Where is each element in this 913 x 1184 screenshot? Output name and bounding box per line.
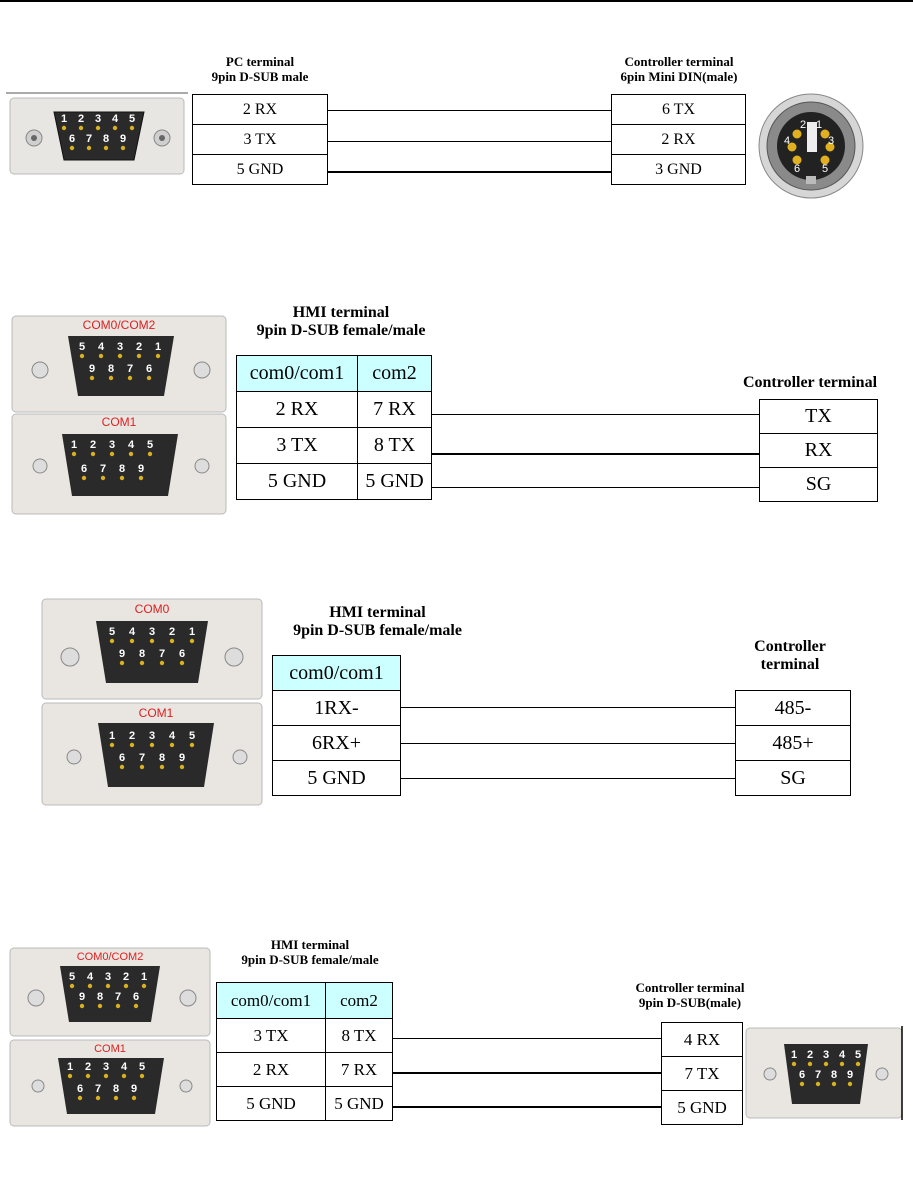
din-pin-label: 2 (800, 119, 807, 131)
pin-contact (147, 376, 151, 380)
d3-hmi-port-stack (42, 599, 262, 805)
pin-number: 8 (138, 648, 146, 660)
pin-number: 9 (78, 991, 86, 1003)
pin-number: 3 (148, 626, 156, 638)
d3-hmi-pin: 6RX+ (273, 726, 401, 761)
d4-hmi-pin: 2 RX (217, 1053, 326, 1087)
pin-contact (101, 476, 105, 480)
d2-controller-pin: RX (760, 434, 878, 468)
pin-number: 5 (128, 113, 136, 125)
pin-contact (91, 452, 95, 456)
pin-contact (137, 354, 141, 358)
pin-number: 6 (798, 1069, 806, 1081)
d1-pc-title-line1: PC terminal (225, 54, 295, 69)
d1-controller-title-line1: Controller terminal (624, 54, 734, 69)
d2-hmi-pin: 2 RX (237, 392, 358, 428)
d4-controller-pin: 5 GND (662, 1091, 743, 1125)
d3-hmi-title-line1: HMI terminal (329, 604, 426, 621)
pin-contact (160, 765, 164, 769)
pin-number: 7 (138, 752, 146, 764)
d2-hmi-title-line1: HMI terminal (292, 304, 390, 321)
d4-controller-pin: 4 RX (662, 1023, 743, 1057)
d4-hmi-pin: 7 RX (326, 1053, 393, 1087)
pin-contact (72, 452, 76, 456)
d4-controller-title-line2: 9pin D-SUB(male) (638, 995, 742, 1010)
pin-number: 4 (128, 626, 136, 638)
pin-contact (190, 639, 194, 643)
d3-controller-pin: 485- (736, 691, 851, 726)
d1-wire-rx (328, 110, 611, 111)
pin-contact (99, 354, 103, 358)
pin-number: 3 (148, 730, 156, 742)
d2-hmi-pin: 5 GND (237, 464, 358, 500)
pin-number: 5 (68, 971, 76, 983)
d4-hmi-title-line2: 9pin D-SUB female/male (241, 952, 379, 967)
d2-hmi-title-line2: 9pin D-SUB female/male (256, 322, 426, 339)
d3-hmi-pin-table (272, 655, 401, 796)
d1-pc-pin-table (192, 94, 328, 185)
pin-contact (114, 1096, 118, 1100)
pin-number: 3 (822, 1049, 830, 1061)
d1-controller-pin: 6 TX (612, 95, 746, 125)
pin-number: 1 (154, 341, 162, 353)
pin-number: 5 (108, 626, 116, 638)
pin-number: 1 (60, 113, 68, 125)
pin-contact (139, 476, 143, 480)
pin-contact (124, 984, 128, 988)
d3-hmi-title-line2: 9pin D-SUB female/male (293, 622, 462, 639)
page-top-rule (0, 0, 913, 2)
pin-number: 2 (89, 439, 97, 451)
pin-number: 1 (66, 1061, 74, 1073)
pin-contact (150, 743, 154, 747)
pin-number: 4 (97, 341, 105, 353)
d1-wire-tx (328, 141, 611, 142)
d2-controller-pin-table (759, 399, 878, 502)
pin-contact (148, 452, 152, 456)
pin-contact (140, 661, 144, 665)
pin-number: 9 (137, 463, 145, 475)
pin-contact (160, 661, 164, 665)
pin-number: 3 (108, 439, 116, 451)
pin-number: 8 (118, 463, 126, 475)
pin-contact (87, 146, 91, 150)
pin-number: 2 (168, 626, 176, 638)
d1-pc-pin: 5 GND (193, 155, 328, 185)
pin-number: 9 (118, 648, 126, 660)
d3-wire-485-plus (401, 743, 735, 744)
pin-number: 5 (854, 1049, 862, 1061)
pin-contact (134, 1004, 138, 1008)
pin-number: 1 (140, 971, 148, 983)
din-pin-label: 3 (828, 135, 835, 147)
pin-contact (170, 639, 174, 643)
d3-controller-pin: SG (736, 761, 851, 796)
pin-number: 7 (94, 1083, 102, 1095)
pin-contact (130, 126, 134, 130)
pin-number: 4 (168, 730, 176, 742)
pin-contact (104, 1074, 108, 1078)
d4-wire-rx (393, 1072, 661, 1074)
pin-number: 6 (145, 363, 153, 375)
d2-header-com0-com1: com0/com1 (237, 356, 358, 392)
d2-header-com2: com2 (358, 356, 432, 392)
pin-number: 9 (178, 752, 186, 764)
d1-controller-title-line2: 6pin Mini DIN(male) (620, 69, 738, 84)
pin-contact (832, 1082, 836, 1086)
pin-contact (79, 126, 83, 130)
pin-contact (840, 1062, 844, 1066)
din-pin-label: 5 (822, 163, 829, 175)
d3-port-bottom-label: COM1 (138, 706, 174, 720)
pin-contact (140, 765, 144, 769)
pin-number: 8 (112, 1083, 120, 1095)
d4-hmi-pin-table (216, 982, 393, 1121)
pin-number: 2 (128, 730, 136, 742)
pin-number: 2 (84, 1061, 92, 1073)
pin-number: 2 (122, 971, 130, 983)
pin-contact (68, 1074, 72, 1078)
pin-contact (116, 1004, 120, 1008)
pin-contact (170, 743, 174, 747)
pin-number: 5 (138, 1061, 146, 1073)
d2-hmi-port-stack (12, 316, 226, 514)
pin-contact (120, 476, 124, 480)
pin-contact (130, 639, 134, 643)
pin-contact (110, 452, 114, 456)
d1-controller-pin: 2 RX (612, 125, 746, 155)
d4-controller-pin: 7 TX (662, 1057, 743, 1091)
pin-number: 8 (102, 133, 110, 145)
din-pin-label: 1 (816, 119, 823, 131)
pin-contact (90, 376, 94, 380)
d4-hmi-title-line1: HMI terminal (270, 937, 350, 952)
pin-number: 6 (76, 1083, 84, 1095)
pin-number: 4 (86, 971, 94, 983)
pin-number: 4 (120, 1061, 128, 1073)
d4-header-com2: com2 (326, 983, 393, 1019)
d3-port-top-label: COM0 (134, 602, 170, 616)
pin-contact (120, 765, 124, 769)
d1-wire-gnd (328, 171, 611, 173)
pin-number: 1 (188, 626, 196, 638)
d2-controller-pin: TX (760, 400, 878, 434)
pin-contact (808, 1062, 812, 1066)
d2-port-top-label: COM0/COM2 (82, 318, 156, 332)
pin-contact (62, 126, 66, 130)
pin-number: 5 (146, 439, 154, 451)
pin-number: 7 (85, 133, 93, 145)
pin-contact (70, 984, 74, 988)
pin-number: 6 (118, 752, 126, 764)
d2-hmi-pin: 3 TX (237, 428, 358, 464)
pc-dsub9-male-connector (6, 92, 188, 176)
d1-controller-pin-table (611, 94, 746, 185)
pin-contact (156, 354, 160, 358)
pin-number: 3 (94, 113, 102, 125)
pin-number: 8 (96, 991, 104, 1003)
d1-pc-pin: 3 TX (193, 125, 328, 155)
pin-contact (129, 452, 133, 456)
d3-hmi-pin: 5 GND (273, 761, 401, 796)
pin-contact (122, 1074, 126, 1078)
pin-number: 2 (135, 341, 143, 353)
pin-contact (110, 639, 114, 643)
pin-number: 6 (80, 463, 88, 475)
pin-contact (80, 1004, 84, 1008)
pin-contact (104, 146, 108, 150)
pin-contact (824, 1062, 828, 1066)
pin-contact (816, 1082, 820, 1086)
d3-controller-title-line1: Controller (754, 638, 826, 655)
d4-wire-gnd (393, 1106, 661, 1108)
d2-controller-title: Controller terminal (742, 374, 878, 391)
d3-controller-pin-table (735, 690, 851, 796)
pin-number: 9 (130, 1083, 138, 1095)
pin-contact (78, 1096, 82, 1100)
d3-wire-gnd (401, 778, 735, 779)
d2-port-bottom-label: COM1 (101, 415, 137, 429)
pin-number: 4 (127, 439, 135, 451)
pin-number: 6 (178, 648, 186, 660)
pin-number: 1 (70, 439, 78, 451)
d2-wire-rx (432, 414, 759, 415)
din-pin-label: 6 (794, 163, 801, 175)
pin-contact (113, 126, 117, 130)
d2-controller-pin: SG (760, 468, 878, 502)
pin-contact (190, 743, 194, 747)
pin-contact (180, 661, 184, 665)
pin-contact (800, 1082, 804, 1086)
pin-number: 7 (126, 363, 134, 375)
d4-hmi-pin: 8 TX (326, 1019, 393, 1053)
pin-contact (70, 146, 74, 150)
d4-hmi-pin: 5 GND (326, 1087, 393, 1121)
pin-number: 5 (188, 730, 196, 742)
pin-contact (180, 765, 184, 769)
d2-wire-tx (432, 453, 759, 455)
pin-number: 7 (99, 463, 107, 475)
d2-hmi-pin: 5 GND (358, 464, 432, 500)
pin-number: 3 (116, 341, 124, 353)
pin-number: 2 (806, 1049, 814, 1061)
pin-number: 9 (846, 1069, 854, 1081)
pin-number: 8 (830, 1069, 838, 1081)
pin-number: 4 (838, 1049, 846, 1061)
d2-hmi-pin: 7 RX (358, 392, 432, 428)
d4-controller-pin-table (661, 1022, 743, 1125)
pin-contact (109, 376, 113, 380)
pin-contact (118, 354, 122, 358)
pin-contact (856, 1062, 860, 1066)
pin-contact (140, 1074, 144, 1078)
pin-contact (110, 743, 114, 747)
pin-contact (848, 1082, 852, 1086)
pin-contact (88, 984, 92, 988)
d4-controller-title-line1: Controller terminal (635, 980, 745, 995)
pin-number: 7 (158, 648, 166, 660)
pin-number: 2 (77, 113, 85, 125)
d4-port-bottom-label: COM1 (94, 1043, 126, 1055)
pin-contact (132, 1096, 136, 1100)
pin-contact (86, 1074, 90, 1078)
d4-controller-dsub9-male-connector (744, 1026, 904, 1120)
pin-number: 6 (132, 991, 140, 1003)
pin-contact (128, 376, 132, 380)
pin-contact (82, 476, 86, 480)
pin-contact (96, 1096, 100, 1100)
d4-wire-tx (393, 1038, 661, 1039)
d1-pc-pin: 2 RX (193, 95, 328, 125)
pin-number: 9 (88, 363, 96, 375)
pin-contact (121, 146, 125, 150)
pin-number: 8 (158, 752, 166, 764)
pin-contact (80, 354, 84, 358)
d3-header-com0-com1: com0/com1 (273, 656, 401, 691)
mini-din-6pin-connector (756, 92, 866, 200)
pin-number: 1 (790, 1049, 798, 1061)
d4-hmi-port-stack (10, 948, 210, 1126)
pin-contact (98, 1004, 102, 1008)
pin-number: 1 (108, 730, 116, 742)
d3-hmi-pin: 1RX- (273, 691, 401, 726)
d4-hmi-pin: 3 TX (217, 1019, 326, 1053)
pin-number: 3 (104, 971, 112, 983)
d4-hmi-pin: 5 GND (217, 1087, 326, 1121)
d3-wire-485-minus (401, 707, 735, 708)
d4-port-top-label: COM0/COM2 (76, 951, 144, 963)
d3-controller-pin: 485+ (736, 726, 851, 761)
d1-controller-pin: 3 GND (612, 155, 746, 185)
pin-number: 3 (102, 1061, 110, 1073)
pin-number: 6 (68, 133, 76, 145)
pin-contact (792, 1062, 796, 1066)
pin-number: 4 (111, 113, 119, 125)
d4-header-com0-com1: com0/com1 (217, 983, 326, 1019)
d2-hmi-pin-table (236, 355, 432, 500)
pin-number: 9 (119, 133, 127, 145)
pin-number: 7 (814, 1069, 822, 1081)
d3-controller-title-line2: terminal (760, 656, 820, 673)
pin-contact (150, 639, 154, 643)
din-pin-label: 4 (784, 135, 791, 147)
pin-contact (96, 126, 100, 130)
pin-number: 8 (107, 363, 115, 375)
pin-contact (106, 984, 110, 988)
pin-number: 5 (78, 341, 86, 353)
pin-number: 7 (114, 991, 122, 1003)
pin-contact (130, 743, 134, 747)
pin-contact (120, 661, 124, 665)
d2-hmi-pin: 8 TX (358, 428, 432, 464)
d2-wire-gnd (432, 487, 759, 488)
pin-contact (142, 984, 146, 988)
d1-pc-title-line2: 9pin D-SUB male (211, 69, 309, 84)
